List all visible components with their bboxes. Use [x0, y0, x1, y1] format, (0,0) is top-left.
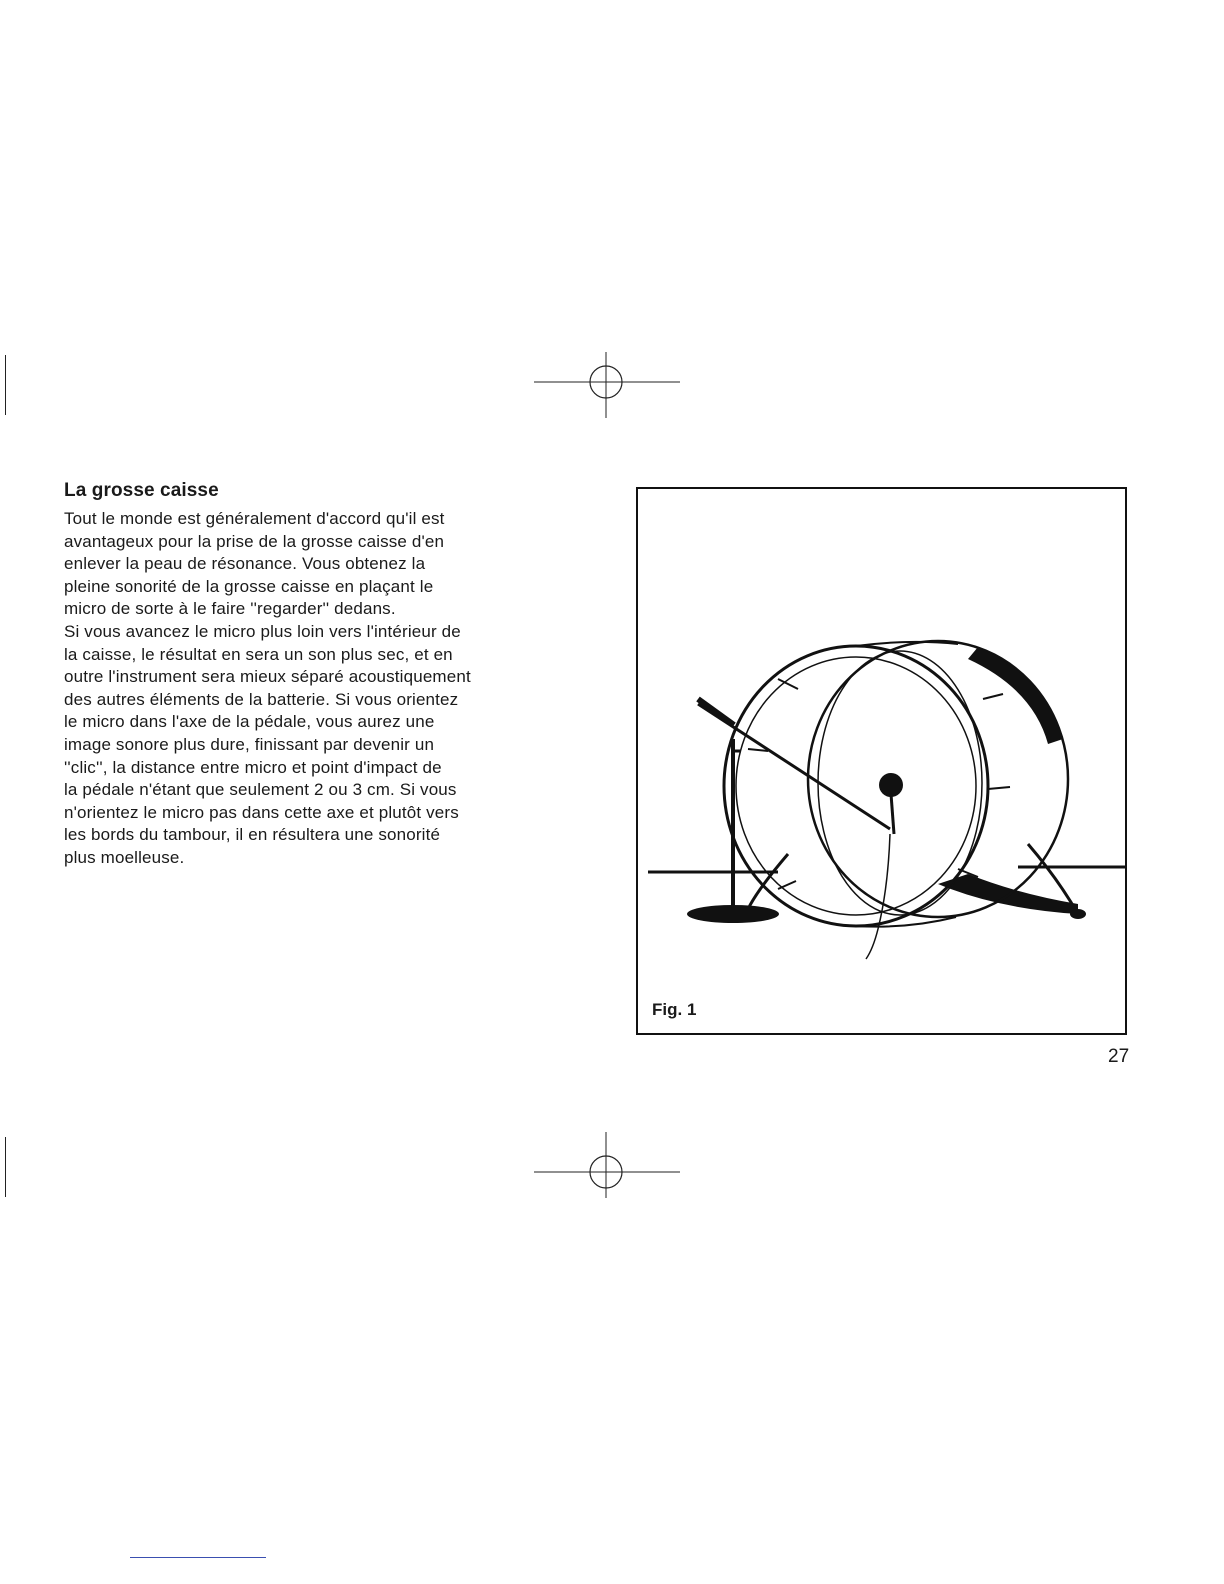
registration-mark-bottom [530, 1132, 682, 1200]
text-line: n'orientez le micro pas dans cette axe et plutôt vers [64, 802, 459, 822]
figure-frame [636, 487, 1127, 1035]
text-line: image sonore plus dure, finissant par devenir un [64, 734, 435, 754]
crop-mark-left-bottom [5, 1137, 6, 1197]
text-line: les bords du tambour, il en résultera une sonorité [64, 825, 441, 845]
text-line: avantageux pour la prise de la grosse caisse d'en [64, 531, 445, 551]
section-heading: La grosse caisse [64, 480, 219, 501]
text-line: outre l'instrument sera mieux séparé acoustiquement [64, 667, 471, 687]
figure-caption: Fig. 1 [652, 1000, 697, 1019]
text-line: Si vous avancez le micro plus loin vers l'intérieur de [64, 621, 461, 641]
text-line: plus moelleuse. [64, 847, 185, 867]
text-line: la caisse, le résultat en sera un son plus sec, et en [64, 644, 453, 664]
text-line: pleine sonorité de la grosse caisse en plaçant le [64, 576, 434, 596]
text-line: des autres éléments de la batterie. Si vous orientez [64, 689, 459, 709]
page-number: 27 [1108, 1046, 1130, 1067]
body-paragraph [64, 508, 564, 870]
text-line: enlever la peau de résonance. Vous obtenez la [64, 554, 426, 574]
footer-rule [130, 1557, 266, 1558]
text-line: la pédale n'étant que seulement 2 ou 3 cm. Si vous [64, 780, 457, 800]
registration-mark-top [530, 352, 682, 420]
text-line: le micro dans l'axe de la pédale, vous aurez une [64, 712, 435, 732]
crop-mark-left-top [5, 355, 6, 415]
article-section [64, 480, 564, 870]
bass-drum-illustration [638, 489, 1125, 989]
text-line: micro de sorte à le faire ''regarder'' dedans. [64, 599, 396, 619]
text-line: Tout le monde est généralement d'accord qu'il est [64, 509, 445, 528]
text-line: ''clic'', la distance entre micro et point d'impact de [64, 757, 442, 777]
